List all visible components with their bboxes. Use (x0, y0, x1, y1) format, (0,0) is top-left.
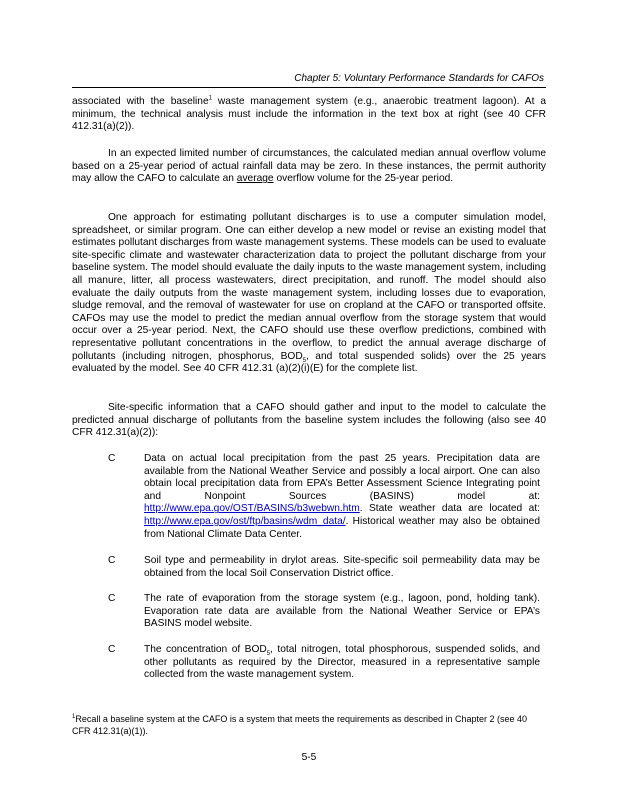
emphasis-average: average (236, 173, 274, 185)
basins-link[interactable]: http://www.epa.gov/OST/BASINS/b3webwn.htm (144, 503, 360, 515)
paragraph-3: One approach for estimating pollutant discharges is to use a computer simulation model, spreadsheet, or similar program. One can either develop a new model or revise an existing model that estimates pollutant discharges from waste management systems. These models can be used to evaluate site-specific climate and wastewater characterization data to project the pollutant discharge from your baseline system. The model should evaluate the daily inputs to the waste management system, including all manure, litter, all process wastewaters, direct precipitation, and runoff. The model should also evaluate the daily outputs from the waste management system, including losses due to evaporation, sludge removal, and the removal of wastewater for use on cropland at the CAFO or transported offsite. CAFOs may use the model to predict the median annual overflow from the storage system that would occur over a 25-year period. Next, the CAFO should use these overflow predictions, combined with representative pollutant concentrations in the overflow, to predict the annual average discharge of pollutants (including nitrogen, phosphorus, $BOD_5$, and total suspended solids) over the 25 years evaluated by the model. See 40 CFR 412.31 (a)(2)(i)(E) for the complete list. (72, 212, 546, 375)
wdm-data-link[interactable]: http://www.epa.gov/ost/ftp/basins/wdm_data/ (144, 515, 346, 527)
bullet-concentration: The concentration of $BOD_5$, total nitrogen, total phosphorous, suspended solids, and other pollutants as required by the Director, measured in a representative sample collected from the waste management system. (144, 644, 540, 681)
footnote: $^1$Recall a baseline system at the CAFO is a system that meets the requirements as described in Chapter 2 (see 40 CFR 412.31(a)(1)). (72, 714, 528, 736)
bullet-marker: C (108, 593, 116, 604)
bullet-precipitation: Data on actual local precipitation from the past 25 years. Precipitation data are available from the National Weather Service and possibly a local airport. One can also obtain local precipitation data from EPA’s Better Assessment Science Integrating point and Nonpoint Sources (BASINS) model at: http://www.epa.gov/OST/BASINS/b3webwn.htm. State weather data are located at: http://www.epa.gov/ost/ftp/basins/wdm_data/. Historical weather may also be obtained from National Climate Data Center. (144, 453, 540, 540)
bullet-marker: C (108, 453, 116, 464)
bullet-marker: C (108, 644, 116, 655)
bullet-soil: Soil type and permeability in drylot areas. Site-specific soil permeability data may be obtained from the local Soil Conservation District office. (144, 555, 540, 579)
bullet-marker: C (108, 555, 116, 566)
paragraph-2: In an expected limited number of circumstances, the calculated median annual overflow volume based on a 25-year period of actual rainfall data may be zero. In these instances, the permit authority may allow the CAFO to calculate an average overflow volume for the 25-year period. (72, 148, 546, 185)
chapter-header: Chapter 5: Voluntary Performance Standards for CAFOs (294, 73, 544, 84)
bullet-evaporation: The rate of evaporation from the storage system (e.g., lagoon, pond, holding tank). Evaporation rate data are available from the National Weather Service or EPA’s BASINS model website. (144, 593, 540, 630)
paragraph-4: Site-specific information that a CAFO should gather and input to the model to calculate the predicted annual discharge of pollutants from the baseline system includes the following (also see 40 CFR 412.31(a)(2)): (72, 402, 546, 439)
paragraph-1: associated with the baseline$^1$ waste management system (e.g., anaerobic treatment lagoon). At a minimum, the technical analysis must include the information in the text box at right (see 40 CFR 412.31(a)(2)). (72, 95, 546, 133)
footnote-rule (72, 707, 212, 708)
header-rule (72, 87, 546, 88)
page-number: 5-5 (301, 752, 317, 763)
footnote-ref[interactable]: 1 (208, 95, 212, 102)
